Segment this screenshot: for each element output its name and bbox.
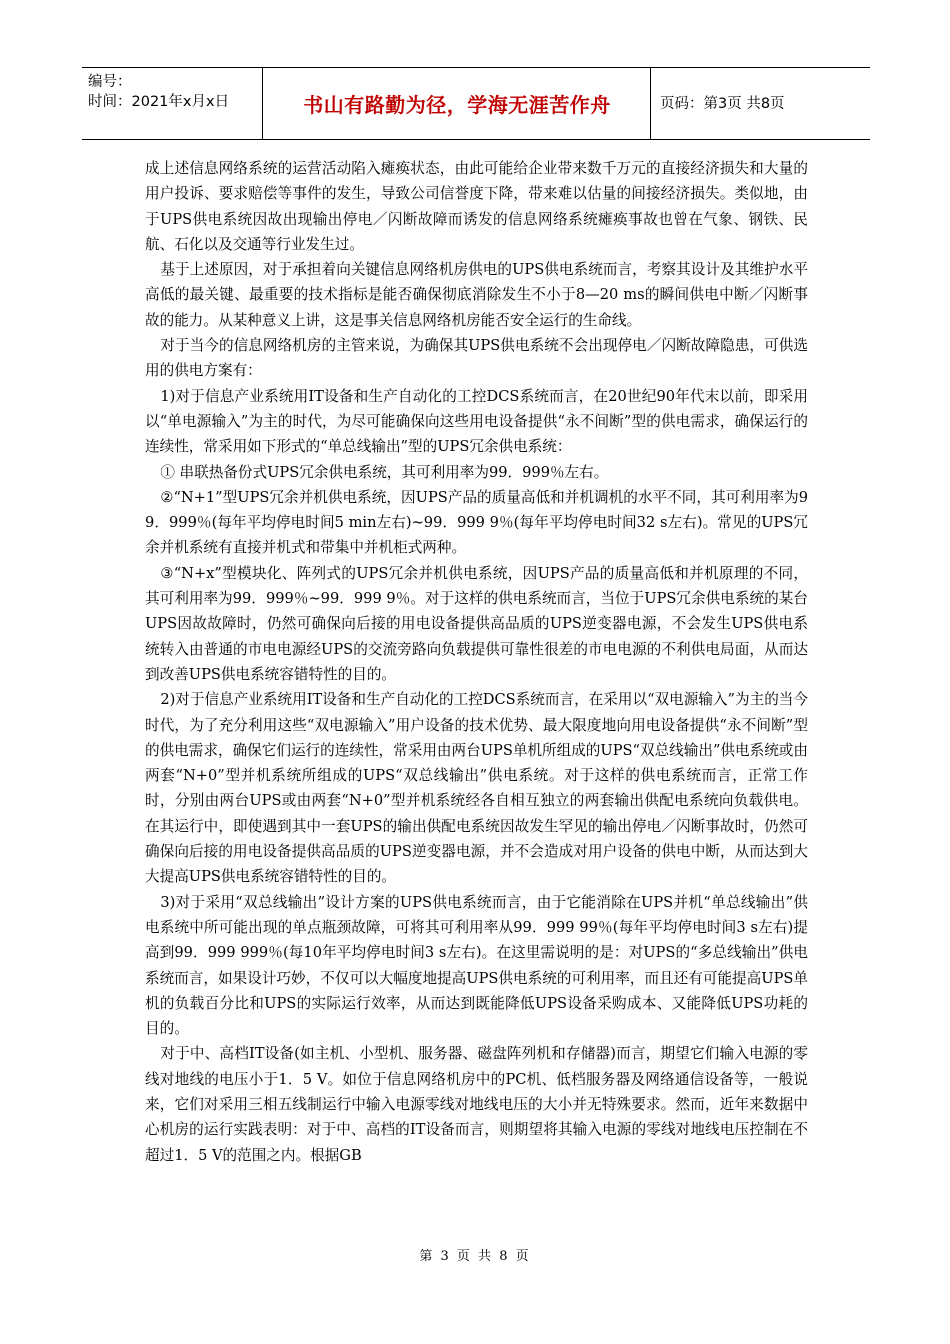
- body-paragraph-2: 基于上述原因，对于承担着向关键信息网络机房供电的UPS供电系统而言，考察其设计及其维护水平高低的最关键、最重要的技术指标是能否确保彻底消除发生不小于8—20 ms的瞬间供电中断／闪断事故的能力。从某种意义上讲，这是事关信息网络机房能否安全运行的生命线。: [145, 261, 808, 329]
- header-divider-right: [650, 68, 651, 139]
- body-paragraph-5: ① 串联热备份式UPS冗余供电系统，其可利用率为99．999％左右。: [160, 463, 609, 481]
- page-footer: 第 3 页 共 8 页: [419, 1249, 531, 1264]
- body-paragraph-1: 成上述信息网络系统的运营活动陷入瘫痪状态，由此可能给企业带来数千万元的直接经济损失和大量的用户投诉、要求赔偿等事件的发生，导致公司信誉度下降，带来难以估量的间接经济损失。类似地，由于UPS供电系统因故出现输出停电／闪断故障而诱发的信息网络系统瘫痪事故也曾在气象、钢铁、民航、石化以及交通等行业发生过。: [145, 160, 808, 253]
- body-paragraph-3: 对于当今的信息网络机房的主管来说，为确保其UPS供电系统不会出现停电／闪断故障隐患，可供选用的供电方案有：: [145, 337, 808, 380]
- body-paragraph-4: 1)对于信息产业系统用IT设备和生产自动化的工控DCS系统而言，在20世纪90年代末以前，即采用以“单电源输入”为主的时代，为尽可能确保向这些用电设备提供“永不间断”型的供电需求，确保运行的连续性，常采用如下形式的“单总线输出”型的UPS冗余供电系统：: [145, 387, 808, 456]
- header-page-info: 页码：第3页 共8页: [660, 96, 785, 112]
- header-divider-left: [262, 68, 263, 139]
- body-paragraph-8: 2)对于信息产业系统用IT设备和生产自动化的工控DCS系统而言，在采用以“双电源输入”为主的当今时代，为了充分利用这些“双电源输入”用户设备的技术优势、最大限度地向用电设备提供“永不间断”型的供电需求，确保它们运行的连续性，常采用由两台UPS单机所组成的UPS“双总线输出”供电系统或由两套“N+0”型并机系统所组成的UPS“双总线输出”供电系统。对于这样的供电系统而言，正常工作时，分别由两台UPS或由两套“N+0”型并机系统经各自相互独立的两套输出供配电系统向负载供电。在其运行中，即使遇到其中一套UPS的输出供配电系统因故发生罕见的输出停电／闪断事故时，仍然可确保向后接的用电设备提供高品质的UPS逆变器电源，并不会造成对用户设备的供电中断，从而达到大大提高UPS供电系统容错特性的目的。: [145, 691, 808, 886]
- document-body: [145, 156, 808, 1168]
- header-motto: 书山有路勤为径，学海无涯苦作舟: [303, 93, 611, 117]
- body-paragraph-10: 对于中、高档IT设备(如主机、小型机、服务器、磁盘阵列机和存储器)而言，期望它们输入电源的零线对地线的电压小于1．5 V。如位于信息网络机房中的PC机、低档服务器及网络通信设备等，一般说来，它们对采用三相五线制运行中输入电源零线对地线电压的大小并无特殊要求。然而，近年来数据中心机房的运行实践表明：对于中、高档的IT设备而言，则期望将其输入电源的零线对地线电压控制在不超过1．5 V的范围之内。根据GB: [145, 1045, 808, 1164]
- header-meta: [88, 72, 263, 112]
- document-number-label: 编号：: [88, 74, 132, 90]
- body-paragraph-9: 3)对于采用“双总线输出”设计方案的UPS供电系统而言，由于它能消除在UPS并机“单总线输出”供电系统中所可能出现的单点瓶颈故障，可将其可利用率从99．999 99％(每年平均停电时间3 s左右)提高到99．999 999％(每10年平均停电时间3 s左右)。在这里需说明的是：对UPS的“多总线输出”供电系统而言，如果设计巧妙，不仅可以大幅度地提高UPS供电系统的可利用率，而且还有可能提高UPS单机的负载百分比和UPS的实际运行效率，从而达到既能降低UPS设备采购成本、又能降低UPS功耗的目的。: [145, 893, 808, 1038]
- body-paragraph-7: ③“N+x”型模块化、阵列式的UPS冗余并机供电系统，因UPS产品的质量高低和并机原理的不同，其可利用率为99．999％~99．999 9％。对于这样的供电系统而言，当位于UPS冗余供电系统的某台UPS因故故障时，仍然可确保向后接的用电设备提供高品质的UPS逆变器电源，不会发生UPS供电系统转入由普通的市电电源经UPS的交流旁路向负载提供可靠性很差的市电电源的不利供电局面，从而达到改善UPS供电系统容错特性的目的。: [145, 564, 808, 683]
- page-header: [82, 67, 870, 140]
- document-date-label: 时间：2021年x月x日: [88, 94, 230, 110]
- body-paragraph-6: ②“N+1”型UPS冗余并机供电系统，因UPS产品的质量高低和并机调机的水平不同，其可利用率为99．999％(每年平均停电时间5 min左右)~99．999 9％(每年平均停电时间32 s左右)。常见的UPS冗余并机系统有直接并机式和带集中并机柜式两种。: [145, 488, 808, 557]
